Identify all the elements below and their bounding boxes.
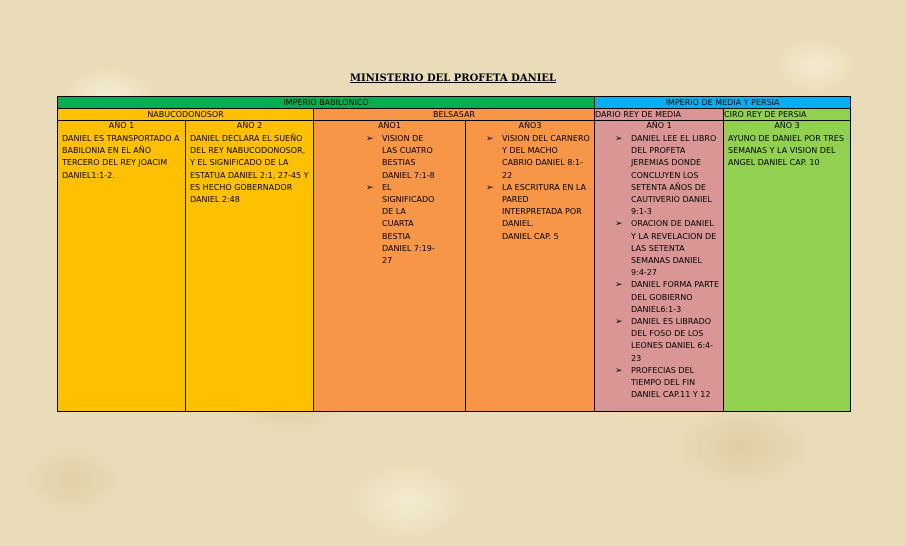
- arrowhead-bullet-icon: ➢: [486, 134, 494, 144]
- arrowhead-bullet-icon: ➢: [615, 280, 623, 291]
- cell-belsasar-year3: [466, 121, 595, 412]
- list-item: [366, 182, 439, 267]
- timeline-table: [57, 96, 851, 412]
- year-label: AÑO 2: [236, 121, 263, 130]
- arrowhead-bullet-icon: ➢: [486, 182, 494, 193]
- list-item: [615, 365, 719, 402]
- year-label: AÑO1: [378, 121, 401, 130]
- empire-babilonico-header: IMPERIO BABILONICO: [58, 97, 595, 109]
- list-item: [615, 279, 719, 316]
- list-item-text: ORACION DE DANIEL Y LA REVELACION DE LAS SETENTA SEMANAS DANIEL 9:4-27: [631, 219, 717, 278]
- list-item-text: PROFECIAS DEL TIEMPO DEL FIN DANIEL CAP.11 Y 12: [631, 365, 711, 400]
- cell-nabucodonosor-year1: [58, 121, 186, 412]
- list-item-text: VISION DEL CARNERO Y DEL MACHO CABRIO DANIEL 8:1-22: [502, 134, 590, 180]
- cell-text: DANIEL DECLARA EL SUEÑO DEL REY NABUCODONOSOR, Y EL SIGNIFICADO DE LA ESTATUA DANIEL 2:1, 27-45 Y ES HECHO GOBERNADOR DANIEL 2:48: [190, 134, 309, 205]
- cell-ciro-year3: [724, 121, 851, 412]
- cell-text: AYUNO DE DANIEL POR TRES SEMANAS Y LA VISION DEL ANGEL DANIEL CAP. 10: [728, 134, 844, 168]
- list-item-text: EL SIGNIFICADO DE LA CUARTA BESTIA DANIEL 7:19-27: [382, 182, 435, 266]
- bullet-list: [609, 133, 719, 401]
- arrowhead-bullet-icon: ➢: [615, 317, 623, 328]
- arrowhead-bullet-icon: ➢: [615, 134, 623, 144]
- king-dario-header: DARIO REY DE MEDIA: [595, 109, 724, 121]
- cell-tail-text: DANIEL CAP. 5: [502, 231, 559, 241]
- list-item-text: LA ESCRITURA EN LA PARED INTERPRETADA POR DANIEL.: [502, 182, 586, 229]
- list-item: [366, 133, 439, 182]
- list-item-text: DANIEL ES LIBRADO DEL FOSO DE LOS LEONES DANIEL 6:4-23: [631, 317, 714, 363]
- arrowhead-bullet-icon: ➢: [366, 134, 374, 144]
- king-belsasar-header: BELSASAR: [314, 109, 595, 121]
- list-item: [615, 133, 719, 218]
- list-item: [486, 133, 590, 182]
- arrowhead-bullet-icon: ➢: [615, 365, 623, 376]
- cell-belsasar-year1: [314, 121, 466, 412]
- page-title: MINISTERIO DEL PROFETA DANIEL: [349, 73, 557, 84]
- list-item: [615, 316, 719, 365]
- list-item-text: DANIEL LEE EL LIBRO DEL PROFETA JEREMIAS DONDE CONCLUYEN LOS SETENTA AÑOS DE CAUTIVERIO DANIEL 9:1-3: [631, 134, 717, 217]
- list-item-text: DANIEL FORMA PARTE DEL GOBIERNO DANIEL6:1-3: [631, 280, 719, 314]
- list-item: [486, 182, 590, 231]
- king-nabucodonosor-header: NABUCODONOSOR: [58, 109, 314, 121]
- cell-dario-year1: [595, 121, 724, 412]
- arrowhead-bullet-icon: ➢: [615, 219, 623, 230]
- cell-nabucodonosor-year2: [186, 121, 314, 412]
- year-label: AÑO 1: [108, 121, 135, 130]
- list-item-text: VISION DE LAS CUATRO BESTIAS DANIEL 7:1-8: [382, 134, 435, 180]
- empire-media-persia-header: IMPERIO DE MEDIA Y PERSIA: [595, 97, 851, 109]
- bullet-list: [360, 133, 439, 267]
- list-item: [615, 218, 719, 279]
- year-label: AÑO3: [518, 121, 542, 130]
- cell-text: DANIEL ES TRANSPORTADO A BABILONIA EN EL AÑO TERCERO DEL REY JOACIM DANIEL1:1-2.: [62, 134, 180, 180]
- king-ciro-header: CIRO REY DE PERSIA: [724, 109, 851, 121]
- bullet-list: [480, 133, 590, 231]
- year-label: AÑO 3: [774, 121, 800, 130]
- year-label: AÑO 1: [646, 121, 672, 130]
- arrowhead-bullet-icon: ➢: [366, 182, 374, 193]
